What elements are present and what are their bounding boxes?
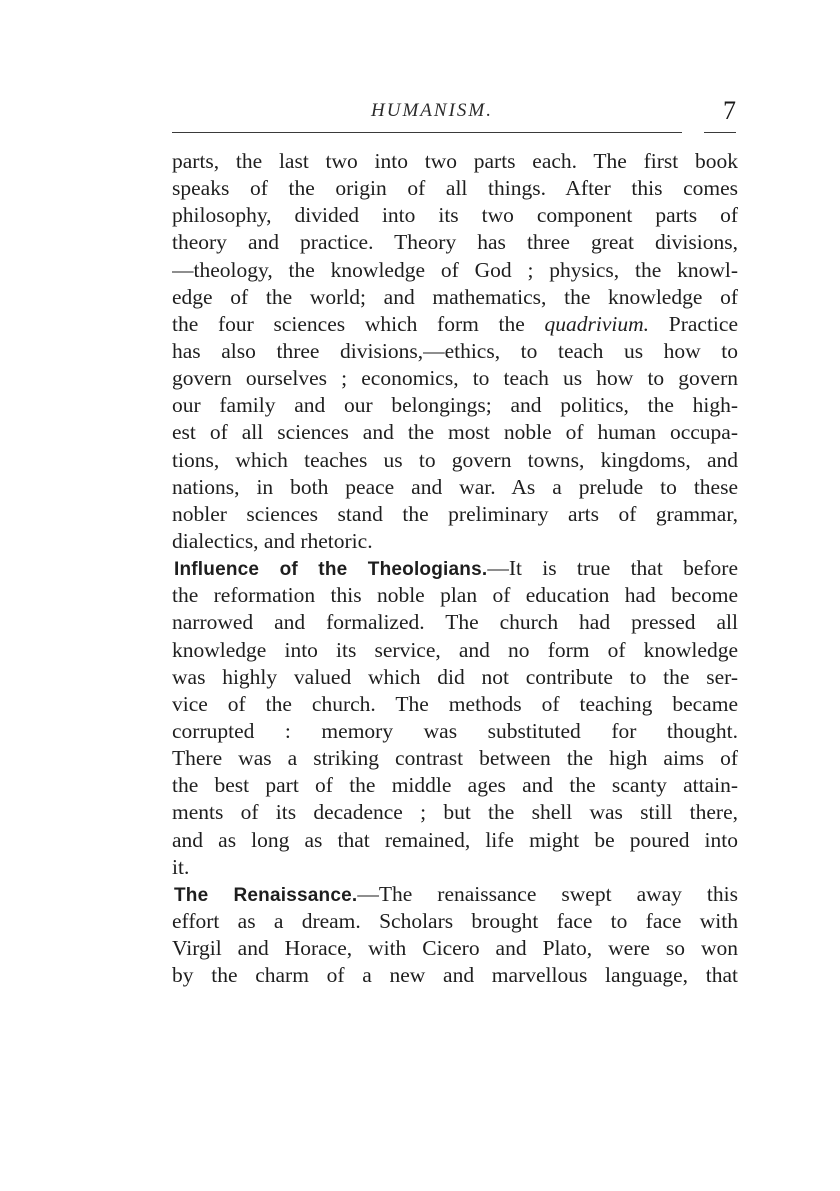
text-line: narrowed and formalized. The church had pressed all: [172, 610, 738, 635]
text-line: tions, which teaches us to govern towns, kingdoms, and: [172, 447, 738, 472]
header-rule: [172, 132, 682, 133]
text-line: by the charm of a new and marvellous language, that: [172, 963, 738, 988]
text-line: edge of the world; and mathematics, the knowledge of: [172, 284, 738, 309]
italic-term-quadrivium: quadrivium.: [544, 311, 650, 336]
text-line: theory and practice. Theory has three great divisions,: [172, 230, 738, 255]
text-line: dialectics, and rhetoric.: [172, 528, 373, 553]
section-heading-theologians: Influence of the Theologians.: [174, 559, 488, 581]
text-line: knowledge into its service, and no form of knowledge: [172, 637, 738, 662]
text-line: vice of the church. The methods of teaching became: [172, 691, 738, 716]
text-line: govern ourselves ; economics, to teach us how to govern: [172, 366, 738, 391]
text-line: corrupted : memory was substituted for thought.: [172, 718, 738, 743]
text-line: est of all sciences and the most noble of human occupa-: [172, 420, 738, 445]
running-title: HUMANISM.: [371, 100, 493, 121]
text-line: nations, in both peace and war. As a prelude to these: [172, 474, 738, 499]
header-rule-short: [704, 132, 736, 133]
text-line: philosophy, divided into its two component parts of: [172, 203, 738, 228]
text-fragment: —The renaissance swept away this: [357, 881, 738, 906]
text-line: was highly valued which did not contribute to the ser-: [172, 664, 738, 689]
text-line: Virgil and Horace, with Cicero and Plato, were so won: [172, 936, 738, 961]
text-line: ments of its decadence ; but the shell was still there,: [172, 800, 738, 825]
text-fragment: Practice: [668, 311, 738, 336]
text-line: it.: [172, 854, 190, 879]
paragraph-curriculum: [172, 148, 738, 555]
text-line: the reformation this noble plan of education had become: [172, 583, 738, 608]
text-line: and as long as that remained, life might be poured into: [172, 827, 738, 852]
text-line: [172, 311, 738, 338]
page-number: 7: [723, 96, 736, 125]
text-line: [172, 881, 738, 908]
text-line: the best part of the middle ages and the scanty attain-: [172, 773, 738, 798]
running-head: [172, 96, 738, 140]
text-line: [172, 555, 738, 582]
text-line: nobler sciences stand the preliminary arts of grammar,: [172, 501, 738, 526]
body-text: [172, 148, 738, 989]
text-line: —theology, the knowledge of God ; physics, the knowl-: [172, 257, 738, 282]
text-line: parts, the last two into two parts each. The first book: [172, 149, 738, 173]
section-heading-renaissance: The Renaissance.: [174, 884, 358, 906]
paragraph-theologians: [172, 555, 738, 881]
text-fragment: —It is true that before: [487, 556, 738, 581]
text-fragment: the four sciences which form the: [172, 311, 525, 336]
text-line: There was a striking contrast between the high aims of: [172, 746, 738, 771]
text-line: our family and our belongings; and politics, the high-: [172, 393, 738, 418]
text-line: speaks of the origin of all things. After this comes: [172, 176, 738, 201]
text-line: effort as a dream. Scholars brought face to face with: [172, 908, 738, 933]
text-line: has also three divisions,—ethics, to teach us how to: [172, 338, 738, 363]
paragraph-renaissance: [172, 881, 738, 990]
